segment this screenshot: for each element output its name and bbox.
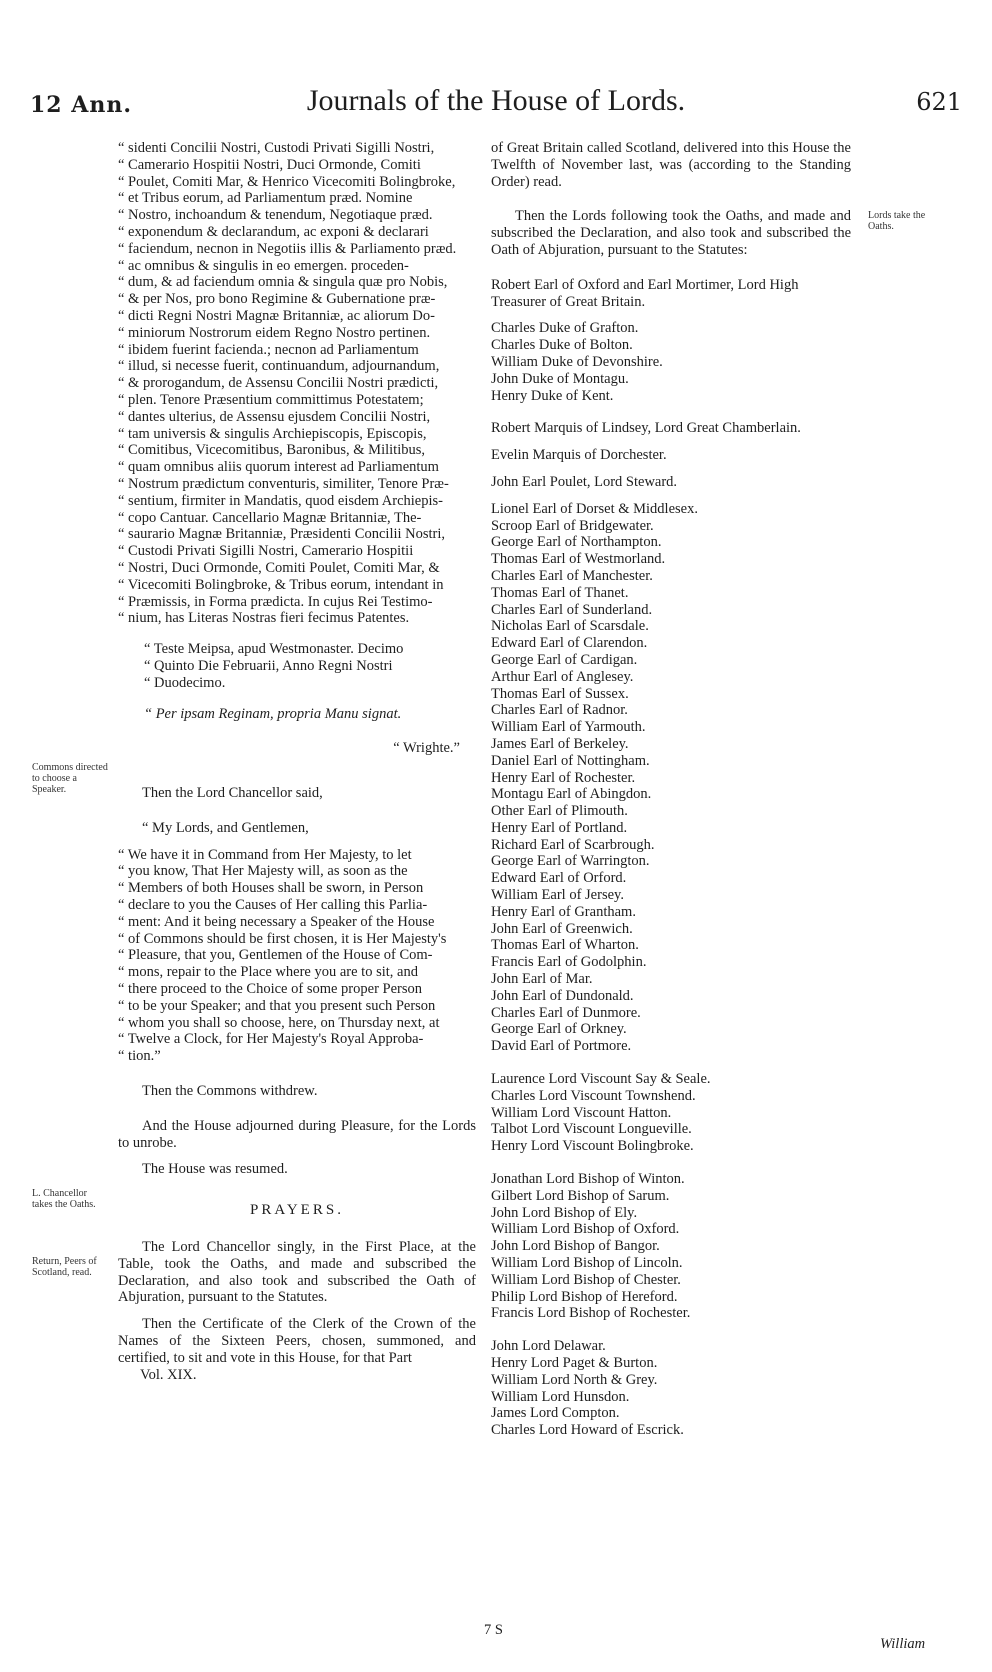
- commission-line: “ faciendum, necnon in Negotiis illis & Parliamento præd.: [118, 240, 457, 257]
- duke-entry: Charles Duke of Bolton.: [491, 337, 633, 354]
- earl-entry: John Earl of Greenwich.: [491, 920, 633, 937]
- signature-mark: 7 S: [484, 1622, 503, 1638]
- great-chamberlain: Robert Marquis of Lindsey, Lord Great Chamberlain.: [491, 420, 801, 437]
- earl-entry: Thomas Earl of Wharton.: [491, 937, 639, 954]
- commission-line: “ ac omnibus & singulis in eo emergen. proceden-: [118, 257, 409, 274]
- earl-entry: Edward Earl of Orford.: [491, 870, 627, 887]
- earl-entry: Nicholas Earl of Scarsdale.: [491, 618, 649, 635]
- earl-entry: John Earl of Dundonald.: [491, 987, 634, 1004]
- bishops-list: [491, 1171, 851, 1322]
- speech-line: “ you know, That Her Majesty will, as soon as the: [118, 863, 408, 880]
- earl-entry: George Earl of Orkney.: [491, 1021, 627, 1038]
- commission-line: “ et Tribus eorum, ad Parliamentum præd. Nomine: [118, 190, 413, 207]
- commission-line: “ ibidem fuerint facienda.; necnon ad Parliamentum: [118, 341, 419, 358]
- commission-line: “ quam omnibus aliis quorum interest ad Parliamentum: [118, 459, 439, 476]
- earl-entry: Charles Earl of Manchester.: [491, 567, 653, 584]
- speech-line: “ mons, repair to the Place where you are to sit, and: [118, 964, 418, 981]
- oaths-intro: Then the Lords following took the Oaths, and made and subscribed the Declaration, and also took and subscribed the Oath of Abjuration, pursuant to the Statutes:: [491, 208, 851, 258]
- margin-note-lords-oaths: Lords take the Oaths.: [868, 210, 926, 232]
- bishop-entry: John Lord Bishop of Ely.: [491, 1204, 638, 1221]
- commission-text: [118, 140, 476, 627]
- viscount-entry: Laurence Lord Viscount Say & Seale.: [491, 1071, 711, 1088]
- margin-note-chancellor-oaths: L. Chancellor takes the Oaths.: [32, 1188, 96, 1210]
- duke-entry: William Duke of Devonshire.: [491, 353, 663, 370]
- earl-entry: Thomas Earl of Westmorland.: [491, 551, 666, 568]
- earl-entry: Henry Earl of Grantham.: [491, 903, 636, 920]
- viscount-entry: Charles Lord Viscount Townshend.: [491, 1087, 696, 1104]
- earl-entry: Lionel Earl of Dorset & Middlesex.: [491, 500, 698, 517]
- earls-list: [491, 501, 851, 1055]
- lord-steward: John Earl Poulet, Lord Steward.: [491, 473, 678, 490]
- bishop-entry: William Lord Bishop of Oxford.: [491, 1221, 680, 1238]
- commons-withdrew: Then the Commons withdrew.: [142, 1083, 318, 1100]
- speech-line: “ We have it in Command from Her Majesty, to let: [118, 846, 412, 863]
- viscount-entry: Talbot Lord Viscount Longueville.: [491, 1121, 692, 1138]
- page-header: [30, 84, 962, 124]
- speech-line: “ Twelve a Clock, for Her Majesty's Royal Approba-: [118, 1031, 424, 1048]
- house-adjourned: And the House adjourned during Pleasure, for the Lords to unrobe.: [118, 1117, 476, 1151]
- commission-line: “ & per Nos, pro bono Regimine & Gubernatione præ-: [118, 291, 436, 308]
- commission-line: “ dum, & ad faciendum omnia & singula quæ pro Nobis,: [118, 274, 448, 291]
- speech-line: “ declare to you the Causes of Her calling this Parlia-: [118, 897, 428, 914]
- speech-line: “ of Commons should be first chosen, it is Her Majesty's: [118, 930, 447, 947]
- bishop-entry: Philip Lord Bishop of Hereford.: [491, 1288, 678, 1305]
- barons-list: [491, 1338, 851, 1439]
- chancellor-speech: [118, 847, 476, 1065]
- earl-entry: David Earl of Portmore.: [491, 1038, 632, 1055]
- commission-line: “ & prorogandum, de Assensu Concilii Nostri prædicti,: [118, 375, 439, 392]
- teste-line: “ Teste Meipsa, apud Westmonaster. Decimo: [144, 641, 404, 658]
- baron-entry: William Lord Hunsdon.: [491, 1388, 630, 1405]
- right-column: [491, 140, 851, 1445]
- earl-entry: Other Earl of Plimouth.: [491, 803, 628, 820]
- earl-entry: Henry Earl of Portland.: [491, 819, 628, 836]
- dukes-list: [491, 320, 851, 404]
- lord-treasurer: Robert Earl of Oxford and Earl Mortimer, Lord High Treasurer of Great Britain.: [491, 276, 799, 310]
- chancellor-said: Then the Lord Chancellor said,: [142, 785, 323, 802]
- baron-entry: John Lord Delawar.: [491, 1338, 606, 1355]
- commission-line: “ Comitibus, Vicecomitibus, Baronibus, & Militibus,: [118, 442, 425, 459]
- speech-line: “ there proceed to the Choice of some proper Person: [118, 981, 422, 998]
- earl-entry: Edward Earl of Clarendon.: [491, 635, 648, 652]
- commission-line: “ Poulet, Comiti Mar, & Henrico Vicecomiti Bolingbroke,: [118, 173, 456, 190]
- certificate-paragraph: Then the Certificate of the Clerk of the Crown of the Names of the Sixteen Peers, chosen, summoned, and certified, to sit and vote in this House, for that Part: [118, 1316, 476, 1366]
- commission-line: “ tam universis & singulis Archiepiscopis, Episcopis,: [118, 425, 427, 442]
- speech-line: “ to be your Speaker; and that you present such Person: [118, 997, 436, 1014]
- speech-line: “ Members of both Houses shall be sworn, in Person: [118, 880, 424, 897]
- baron-entry: Henry Lord Paget & Burton.: [491, 1355, 658, 1371]
- bishop-entry: William Lord Bishop of Chester.: [491, 1271, 681, 1288]
- duke-entry: John Duke of Montagu.: [491, 370, 629, 387]
- teste-line: “ Duodecimo.: [144, 674, 226, 691]
- earl-entry: Thomas Earl of Thanet.: [491, 584, 629, 601]
- commission-line: “ dantes ulterius, de Assensu ejusdem Concilii Nostri,: [118, 408, 431, 425]
- bishop-entry: William Lord Bishop of Lincoln.: [491, 1255, 683, 1272]
- speech-line: “ whom you shall so choose, here, on Thursday next, at: [118, 1014, 440, 1031]
- earl-entry: Daniel Earl of Nottingham.: [491, 752, 650, 769]
- bishop-entry: Jonathan Lord Bishop of Winton.: [491, 1171, 685, 1188]
- commission-line: “ nium, has Literas Nostras fieri fecimus Patentes.: [118, 610, 410, 627]
- earl-entry: Charles Earl of Sunderland.: [491, 601, 653, 618]
- earl-entry: Henry Earl of Rochester.: [491, 769, 636, 786]
- prayers-heading: PRAYERS.: [250, 1202, 344, 1219]
- earl-entry: Francis Earl of Godolphin.: [491, 954, 647, 971]
- per-ipsam-line: “ Per ipsam Reginam, propria Manu signat.: [144, 705, 402, 722]
- scotland-continuation: of Great Britain called Scotland, delivered into this House the Twelfth of November last, was (according to the Standing Order) read.: [491, 140, 851, 190]
- speech-line: “ ment: And it being necessary a Speaker of the House: [118, 913, 435, 930]
- earl-entry: George Earl of Cardigan.: [491, 651, 638, 668]
- viscount-entry: Henry Lord Viscount Bolingbroke.: [491, 1138, 694, 1155]
- baron-entry: William Lord North & Grey.: [491, 1371, 658, 1388]
- bishop-entry: John Lord Bishop of Bangor.: [491, 1238, 660, 1255]
- marquis: Evelin Marquis of Dorchester.: [491, 447, 667, 464]
- teste-clause: [144, 641, 476, 691]
- commission-line: “ exponendum & declarandum, ac exponi & declarari: [118, 223, 429, 240]
- baron-entry: James Lord Compton.: [491, 1405, 620, 1422]
- commission-line: “ plen. Tenore Præsentium committimus Potestatem;: [118, 391, 424, 408]
- bishop-entry: Gilbert Lord Bishop of Sarum.: [491, 1187, 670, 1204]
- earl-entry: James Earl of Berkeley.: [491, 735, 629, 752]
- commission-line: “ Præmissis, in Forma prædicta. In cujus Rei Testimo-: [118, 593, 433, 610]
- earl-entry: Charles Earl of Dunmore.: [491, 1004, 641, 1021]
- commission-line: “ sentium, firmiter in Mandatis, quod eisdem Archiepis-: [118, 492, 443, 509]
- earl-entry: Scroop Earl of Bridgewater.: [491, 517, 654, 534]
- commission-line: “ Camerario Hospitii Nostri, Duci Ormonde, Comiti: [118, 156, 421, 173]
- page-title: Journals of the House of Lords.: [306, 84, 686, 117]
- viscounts-list: [491, 1071, 851, 1155]
- commission-line: “ Vicecomiti Bolingbroke, & Tribus eorum, intendant in: [118, 576, 444, 593]
- earl-entry: John Earl of Mar.: [491, 971, 593, 988]
- commission-line: “ dicti Regni Nostri Magnæ Britanniæ, ac aliorum Do-: [118, 307, 435, 324]
- speech-salutation: “ My Lords, and Gentlemen,: [142, 819, 309, 836]
- duke-entry: Charles Duke of Grafton.: [491, 320, 639, 337]
- earl-entry: George Earl of Warrington.: [491, 853, 650, 870]
- baron-entry: Charles Lord Howard of Escrick.: [491, 1422, 684, 1439]
- page-number: 621: [916, 88, 962, 116]
- speech-line: “ Pleasure, that you, Gentlemen of the House of Com-: [118, 947, 433, 964]
- left-column: [118, 140, 476, 1383]
- earl-entry: Arthur Earl of Anglesey.: [491, 668, 634, 685]
- volume-mark: Vol. XIX.: [140, 1366, 197, 1383]
- bishop-entry: Francis Lord Bishop of Rochester.: [491, 1305, 691, 1322]
- wrighte-signature: “ Wrighte.”: [393, 740, 460, 757]
- commission-line: “ Nostri, Duci Ormonde, Comiti Poulet, Comiti Mar, &: [118, 559, 440, 576]
- earl-entry: George Earl of Northampton.: [491, 534, 662, 551]
- house-resumed: The House was resumed.: [142, 1161, 288, 1178]
- commission-line: “ Custodi Privati Sigilli Nostri, Camerario Hospitii: [118, 543, 414, 560]
- viscount-entry: William Lord Viscount Hatton.: [491, 1104, 672, 1121]
- earl-entry: Thomas Earl of Sussex.: [491, 685, 629, 702]
- earl-entry: Richard Earl of Scarbrough.: [491, 836, 655, 853]
- earl-entry: Charles Earl of Radnor.: [491, 702, 628, 719]
- earl-entry: William Earl of Yarmouth.: [491, 719, 646, 736]
- margin-note-commons-directed: Commons directed to choose a Speaker.: [32, 762, 108, 795]
- commission-line: “ Nostro, inchoandum & tenendum, Negotiaque præd.: [118, 207, 433, 224]
- speech-line: “ tion.”: [118, 1048, 161, 1065]
- commission-line: “ Nostrum prædictum conventuris, similiter, Tenore Præ-: [118, 475, 449, 492]
- commission-line: “ miniorum Nostrorum eidem Regno Nostro pertinen.: [118, 324, 431, 341]
- catchword: William: [880, 1636, 926, 1652]
- commission-line: “ sidenti Concilii Nostri, Custodi Privati Sigilli Nostri,: [118, 140, 435, 156]
- earl-entry: William Earl of Jersey.: [491, 887, 624, 904]
- regnal-year: 12 Ann.: [30, 92, 132, 118]
- commission-line: “ illud, si necesse fuerit, continuandum, adjournandum,: [118, 358, 440, 375]
- duke-entry: Henry Duke of Kent.: [491, 387, 614, 404]
- margin-note-return-peers: Return, Peers of Scotland, read.: [32, 1256, 97, 1278]
- commission-line: “ copo Cantuar. Cancellario Magnæ Britanniæ, The-: [118, 509, 422, 526]
- earl-entry: Montagu Earl of Abingdon.: [491, 786, 652, 803]
- commission-line: “ saurario Magnæ Britanniæ, Præsidenti Concilii Nostri,: [118, 526, 446, 543]
- teste-line: “ Quinto Die Februarii, Anno Regni Nostri: [144, 657, 393, 674]
- chancellor-oaths-paragraph: The Lord Chancellor singly, in the First Place, at the Table, took the Oaths, and made and subscribed the Declaration, and also took and subscribed the Oath of Abjuration, pursuant to the Statutes.: [118, 1239, 476, 1306]
